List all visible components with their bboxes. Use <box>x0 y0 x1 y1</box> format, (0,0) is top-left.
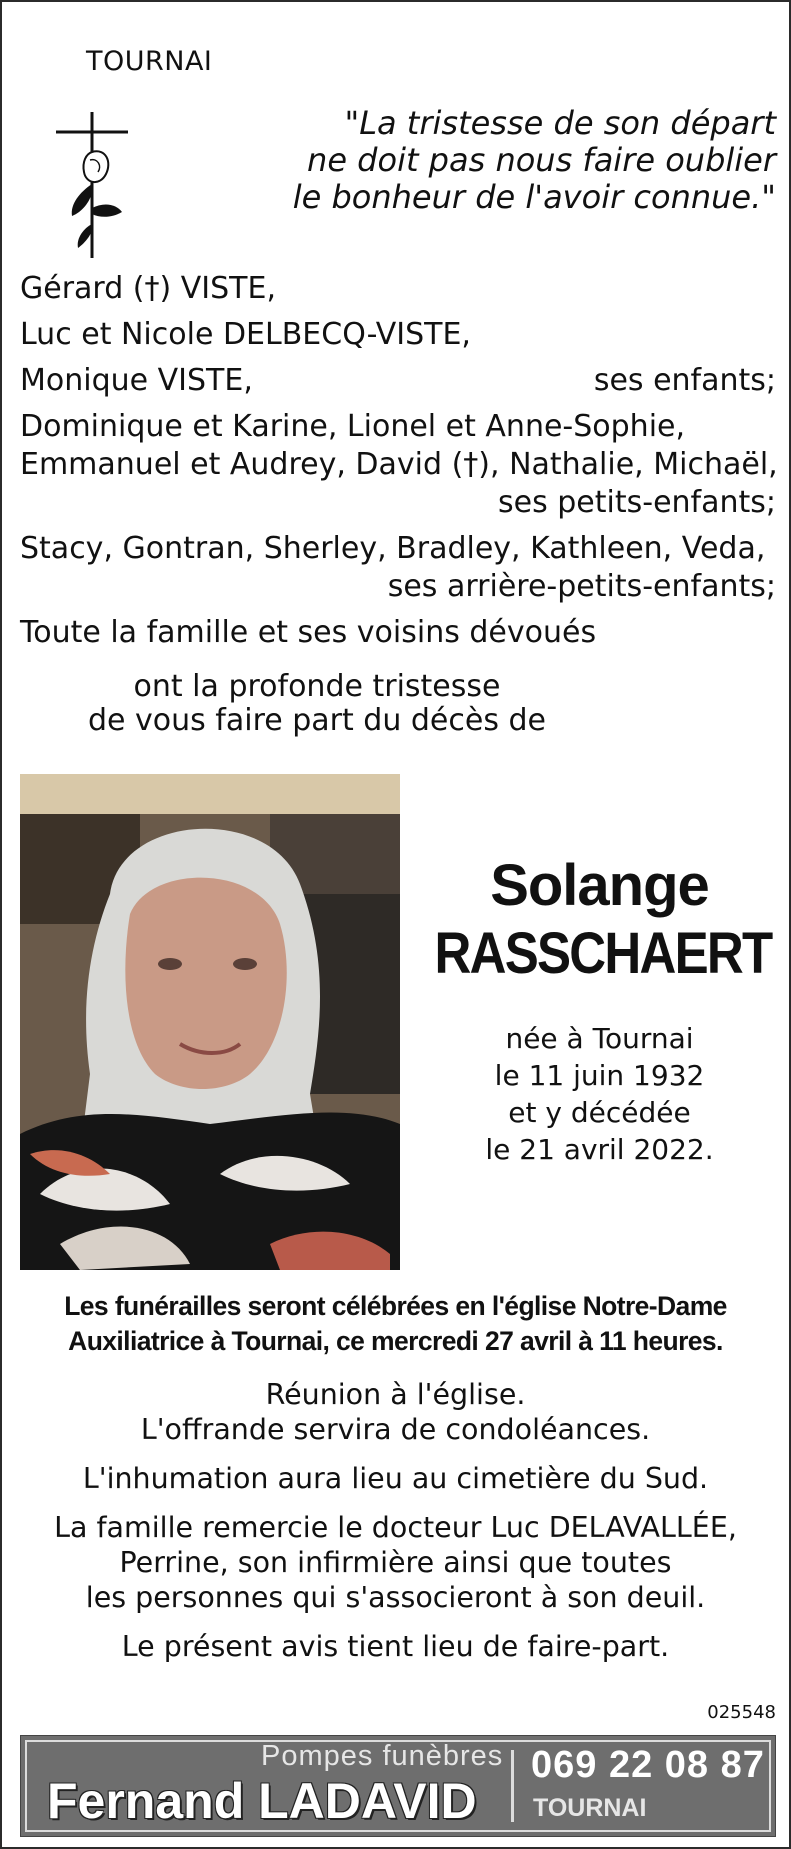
note-line: les personnes qui s'associeront à son deuil. <box>85 1581 706 1614</box>
funeral-line: Auxiliatrice à Tournai, ce mercredi 27 avril à 11 heures. <box>68 1326 723 1356</box>
meeting-note <box>2 1377 789 1447</box>
great-grandchildren-line: Stacy, Gontran, Sherley, Bradley, Kathleen, Veda, <box>20 531 766 566</box>
quote-line: le bonheur de l'avoir connue." <box>292 178 776 216</box>
date-line: née à Tournai <box>505 1022 694 1055</box>
grandchildren-line: Dominique et Karine, Lionel et Anne-Sophie, <box>20 409 686 444</box>
grandchildren-role: ses petits-enfants; <box>498 485 776 520</box>
child-name: Monique VISTE, <box>20 363 253 398</box>
first-name: Solange <box>490 853 709 918</box>
funeral-line: Les funérailles seront célébrées en l'église Notre-Dame <box>64 1291 727 1321</box>
thanks-note <box>2 1510 789 1615</box>
great-grandchildren-role: ses arrière-petits-enfants; <box>387 569 776 604</box>
child-name: Gérard (†) VISTE, <box>20 271 276 306</box>
child-name: Luc et Nicole DELBECQ-VISTE, <box>20 317 471 352</box>
date-line: et y décédée <box>508 1096 691 1129</box>
notes <box>2 1377 789 1678</box>
note-line: La famille remercie le docteur Luc DELAVALLÉE, <box>54 1511 737 1544</box>
date-line: le 21 avril 2022. <box>485 1133 714 1166</box>
note-line: Réunion à l'église. <box>265 1378 526 1411</box>
last-name: RASSCHAERT <box>434 921 772 986</box>
grandchildren-line: Emmanuel et Audrey, David (†), Nathalie, Michaël, <box>20 447 778 482</box>
banner-divider <box>511 1750 514 1822</box>
notice-note: Le présent avis tient lieu de faire-part. <box>121 1630 670 1663</box>
family-list <box>20 270 776 652</box>
funeral-info <box>2 1289 789 1359</box>
reference-number: 025548 <box>707 1702 776 1723</box>
children-row <box>20 362 776 400</box>
date-line: le 11 juin 1932 <box>494 1059 705 1092</box>
burial-note: L'inhumation aura lieu au cimetière du Sud. <box>82 1462 709 1495</box>
funeral-home-label: Pompes funèbres <box>261 1740 504 1772</box>
family-others: Toute la famille et ses voisins dévoués <box>20 615 597 650</box>
quote-line: "La tristesse de son départ <box>344 104 776 142</box>
funeral-home-phone: 069 22 08 87 <box>531 1744 765 1786</box>
announcement-line: ont la profonde tristesse <box>133 669 501 704</box>
cross-rose-icon <box>50 112 134 258</box>
announcement <box>2 670 632 738</box>
funeral-home-banner <box>20 1735 776 1837</box>
deceased-dates <box>412 1020 787 1168</box>
note-line: L'offrande servira de condoléances. <box>140 1413 651 1446</box>
announcement-line: de vous faire part du décès de <box>87 703 547 738</box>
deceased-name <box>412 852 787 988</box>
portrait-photo <box>20 774 400 1270</box>
quote-line: ne doit pas nous faire oublier <box>307 141 776 179</box>
children-role: ses enfants; <box>593 363 776 398</box>
funeral-home-city: TOURNAI <box>533 1794 647 1822</box>
quote <box>256 105 776 216</box>
note-line: Perrine, son infirmière ainsi que toutes <box>119 1546 672 1579</box>
header-city: TOURNAI <box>86 46 213 77</box>
funeral-home-name: Fernand LADAVID <box>47 1773 477 1829</box>
